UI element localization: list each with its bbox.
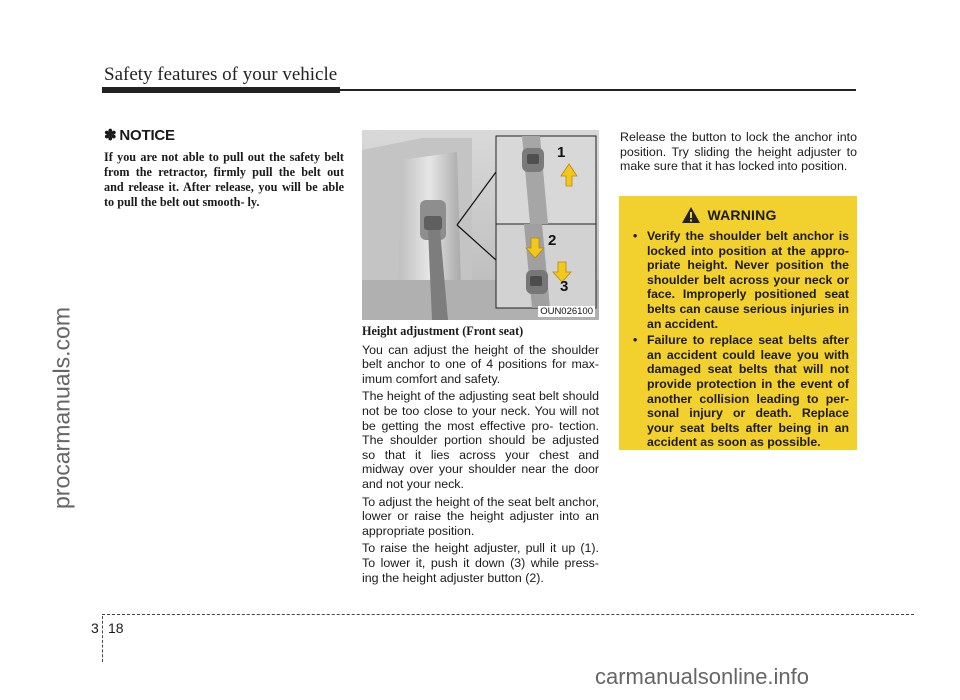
- header-rule-thick: [102, 87, 340, 93]
- notice-heading: [104, 126, 344, 144]
- warning-item: • Verify the shoulder belt anchor is locked into position at the appro- priate height. Never position the shoulder belt across your neck or face. Improperly positioned seat belts can cause serious injuries in an accident.: [629, 229, 849, 331]
- notice-heading-text: NOTICE: [119, 127, 175, 144]
- warning-triangle-icon: [681, 206, 701, 224]
- watermark-bottom: carmanualsonline.info: [595, 664, 810, 689]
- height-adjustment-section: [362, 324, 599, 588]
- footer-rule: [102, 614, 914, 615]
- seat-belt-adjuster-figure: [362, 130, 599, 320]
- page-number: 18: [108, 620, 124, 636]
- warning-item: • Failure to replace seat belts after an accident could leave you with damaged seat belts that will not provide protection in the event of another collision leading to per- sonal injury or death. Replace your seat belts after being in an accident as soon as possible.: [629, 333, 849, 450]
- height-adjustment-paragraph: You can adjust the height of the shoulder belt anchor to one of 4 positions for max- imum comfort and safety.: [362, 342, 599, 386]
- figure-code: OUN026100: [540, 306, 593, 317]
- callout-1: 1: [557, 144, 566, 161]
- height-adjustment-paragraph: To raise the height adjuster, pull it up (1). To lower it, push it down (3) while press- ing the height adjuster button (2).: [362, 541, 599, 585]
- warning-box: [619, 196, 857, 450]
- header-rule-thin: [340, 89, 856, 91]
- watermark-left: procarmanuals.com: [48, 307, 75, 509]
- height-adjustment-paragraph: The height of the adjusting seat belt should not be too close to your neck. You will not be getting the most effective pro- tection. The shoulder portion should be adjusted so that it lies across your chest and midway over your shoulder near the door and not your neck.: [362, 389, 599, 491]
- callout-3: 3: [560, 278, 569, 295]
- warning-list: [629, 229, 849, 450]
- release-paragraph: Release the button to lock the anchor into position. Try sliding the height adjuster to make sure that it has locked into position.: [620, 130, 857, 174]
- page-header-title: Safety features of your vehicle: [104, 64, 338, 85]
- height-adjustment-paragraph: To adjust the height of the seat belt anchor, lower or raise the height adjuster into an appropriate position.: [362, 494, 599, 538]
- height-adjustment-title: Height adjustment (Front seat): [362, 324, 524, 338]
- release-section: [620, 130, 857, 174]
- warning-header: [609, 206, 849, 224]
- callout-2: 2: [548, 232, 557, 249]
- notice-star-icon: ✽: [104, 127, 117, 144]
- notice-section: [104, 126, 344, 210]
- chapter-number: 3: [91, 620, 99, 636]
- warning-title: WARNING: [707, 207, 777, 223]
- footer-divider: [102, 616, 103, 662]
- notice-body: If you are not able to pull out the safety belt from the retractor, firmly pull the belt out and release it. After release, you will be able to pull the belt out smooth- ly.: [104, 150, 344, 209]
